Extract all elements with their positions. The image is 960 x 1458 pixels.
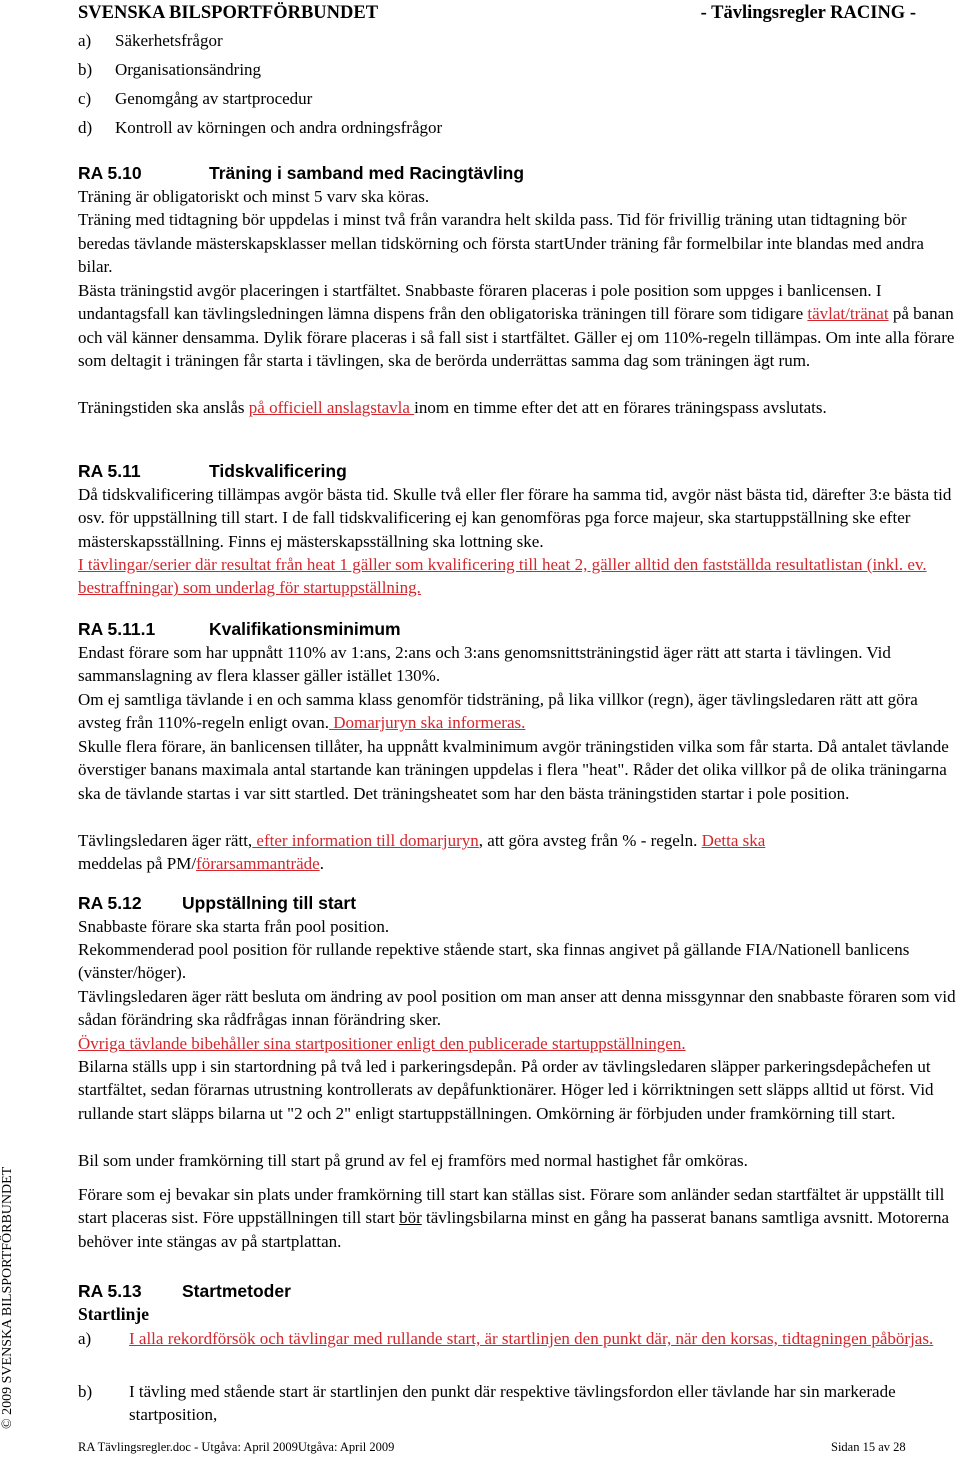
section-heading-5-11-1: RA 5.11.1 Kvalifikationsminimum	[78, 619, 401, 639]
paragraph: Bilarna ställs upp i sin startordning på två led i parkeringsdepån. På order av tävlingsledaren släpper parkeringsdepåchefen ut startfältet, sedan förarnas utrustning kontrollerats av depåfunktionärer. Höger led i körriktningen sett släpps alltid ut först. Vid rullande start släpps bilarna ut "2 och 2" enligt startuppställningen. Omkörning är förbjuden under framkörning till start.	[78, 1057, 934, 1123]
section-heading-5-10: RA 5.10 Träning i samband med Racingtävling	[78, 163, 525, 183]
list-item: a) Säkerhetsfrågor	[78, 31, 223, 50]
paragraph: Tävlingsledaren äger rätt, efter information till domarjuryn, att göra avsteg från % - regeln. Detta ska meddelas på PM/förarsammanträde.	[78, 831, 766, 874]
page-header	[78, 3, 916, 27]
paragraph: Skulle flera förare, än banlicensen tillåter, ha uppnått kvalminimum avgör träningstiden vilka som får starta. Då antalet tävlande överstiger banans maximala antal startande kan träningen uppdelas i flera "heat". Råder det olika villkor på de olika träningarna ska de tävlande startas i var sitt startled. Det träningsheatet som har den bästa träningstiden startar i pole position.	[78, 737, 949, 803]
section-heading-5-11: RA 5.11 Tidskvalificering	[78, 461, 347, 481]
paragraph: Rekommenderad pool position för rullande repektive stående start, ska finnas angivet på gällande FIA/Nationell banlicens (vänster/höger).	[78, 940, 910, 983]
list-item: c) Genomgång av startprocedur	[78, 89, 313, 108]
section-heading-5-13: RA 5.13 Startmetoder	[78, 1281, 291, 1301]
paragraph: Träningstiden ska anslås på officiell anslagstavla inom en timme efter det att en förares träningspass avslutats.	[78, 398, 827, 417]
sub-heading-startlinje: Startlinje	[78, 1304, 149, 1324]
paragraph: Om ej samtliga tävlande i en och samma klass genomför tidsträning, på lika villkor (regn), äger tävlingsledaren rätt att göra avsteg från 110%-regeln enligt ovan. Domarjuryn ska informeras.	[78, 690, 918, 733]
list-item: b) Organisationsändring	[78, 60, 262, 79]
paragraph: Bästa träningstid avgör placeringen i startfältet. Snabbaste föraren placeras i pole position som uppges i banlicensen. I undantagsfall kan tävlingsledningen lämna dispens från den obligatoriska träningen till förare som tidigare tävlat/tränat på banan och väl känner densamma. Dylik förare placeras i så fall sist i startfältet. Gäller ej om 110%-regeln tillämpas. Om inte alla förare som deltagit i träningen får starta i tävlingen, ska de berörda underrättas samma dag som träningen ägt rum.	[78, 281, 955, 371]
header-org: SVENSKA BILSPORTFÖRBUNDET	[78, 3, 379, 23]
paragraph: Endast förare som har uppnått 110% av 1:ans, 2:ans och 3:ans genomsnittsträningstid äger rätt att starta i tävlingen. Vid sammanslagning av flera klasser gäller istället 130%.	[78, 643, 891, 686]
list-item: d) Kontroll av körningen och andra ordningsfrågor	[78, 118, 443, 137]
copyright-side-text: © 2009 SVENSKA BILSPORTFÖRBUNDET	[0, 1166, 15, 1429]
paragraph: Snabbaste förare ska starta från pool position.	[78, 917, 390, 936]
paragraph: Bil som under framkörning till start på grund av fel ej framförs med normal hastighet får omköras.	[78, 1151, 748, 1170]
paragraph: Då tidskvalificering tillämpas avgör bästa tid. Skulle två eller fler förare ha samma tid, avgör näst bästa tid, därefter 3:e bästa tid osv. för uppställning till start. I de fall tidskvalificering ej kan genomföras pga force majeur, ska startuppställning ske efter mästerskapsställning. Finns ej mästerskapsställning ska lottning ske.	[78, 485, 952, 551]
paragraph-red: I tävlingar/serier där resultat från heat 1 gäller som kvalificering till heat 2, gäller alltid den fastställda resultatlistan (inkl. ev. bestraffningar) som underlag för startuppställning.	[78, 555, 927, 598]
section-heading-5-12: RA 5.12 Uppställning till start	[78, 893, 357, 913]
paragraph: Förare som ej bevakar sin plats under framkörning till start kan ställas sist. Förare som anländer sedan startfältet är uppställt till start placeras sist. Före uppställningen till start bör tävlingsbilarna minst en gång ha passerat banans samtliga avsnitt. Motorerna behöver inte stängas av på startplattan.	[78, 1185, 950, 1251]
footer-page-number: Sidan 15 av 28	[831, 1440, 906, 1454]
footer-left: RA Tävlingsregler.doc - Utgåva: April 2009Utgåva: April 2009	[78, 1440, 395, 1454]
paragraph: Träning är obligatoriskt och minst 5 varv ska köras. Träning med tidtagning bör uppdelas i minst två från varandra helt skilda pass. Tid för frivillig träning utan tidtagning bör beredas tävlande mästerskapsklasser mellan tidskörning och första startUnder träning får formelbilar inte blandas med andra bilar.	[78, 187, 924, 277]
paragraph: Tävlingsledaren äger rätt besluta om ändring av pool position om man anser att denna missgynnar den snabbaste föraren som vid sådan förändring ska rådfrågas innan förändring sker. Övriga tävlande bibehåller sina startpositioner enligt den publicerade startuppställningen.	[78, 987, 956, 1053]
header-doc: - Tävlingsregler RACING -	[700, 3, 916, 23]
